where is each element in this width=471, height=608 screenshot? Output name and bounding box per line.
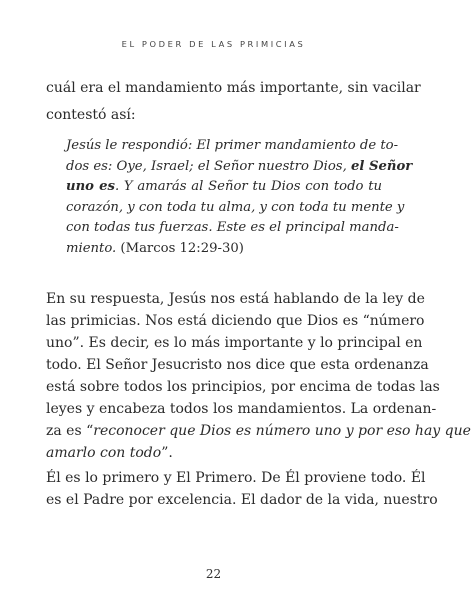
running-head: EL PODER DE LAS PRIMICIAS [121,39,306,49]
quote-line: con todas tus fuerzas. Este es el principal manda- [66,220,399,235]
quote-emphasis: uno es [66,179,115,194]
text-line: las primicias. Nos está diciendo que Dios es “número [46,313,425,329]
quote-line: miento. (Marcos 12:29-30) [66,240,244,256]
quote-line: Jesús le respondió: El primer mandamiento de to- [66,138,399,153]
text-line: leyes y encabeza todos los mandamientos. La ordenan- [46,401,437,417]
quote-line: uno es. Y amarás al Señor tu Dios con todo tu [66,179,382,194]
quote-line: corazón, y con toda tu alma, y con toda tu mente y [66,199,405,215]
quote-line: dos es: Oye, Israel; el Señor nuestro Dios, el Señor [66,158,413,174]
scripture-reference: (Marcos 12:29-30) [116,240,244,256]
paragraph-2 [46,467,438,511]
text-line: cuál era el mandamiento más importante, sin vacilar [46,80,421,96]
quote-emphasis: el Señor [350,158,413,174]
page-number: 22 [205,567,222,581]
italic-emphasis: reconocer que Dios es número uno y por eso hay que [93,423,471,439]
text-line: todo. El Señor Jesucristo nos dice que esta ordenanza [46,357,429,373]
text-line: En su respuesta, Jesús nos está hablando de la ley de [46,291,425,307]
scripture-quote [66,136,413,259]
text-line: amarlo con todo”. [46,445,173,461]
text-line: está sobre todos los principios, por encima de todas las [46,379,440,395]
intro-paragraph [46,78,421,125]
paragraph-1 [46,288,471,464]
text-line: contestó así: [46,106,136,123]
text-line: Él es lo primero y El Primero. De Él proviene todo. Él [46,470,426,486]
text-line: es el Padre por excelencia. El dador de la vida, nuestro [46,492,438,508]
italic-emphasis: amarlo con todo [46,445,162,461]
text-line: uno”. Es decir, es lo más importante y lo principal en [46,335,423,351]
text-line: za es “reconocer que Dios es número uno y por eso hay que [46,423,471,439]
